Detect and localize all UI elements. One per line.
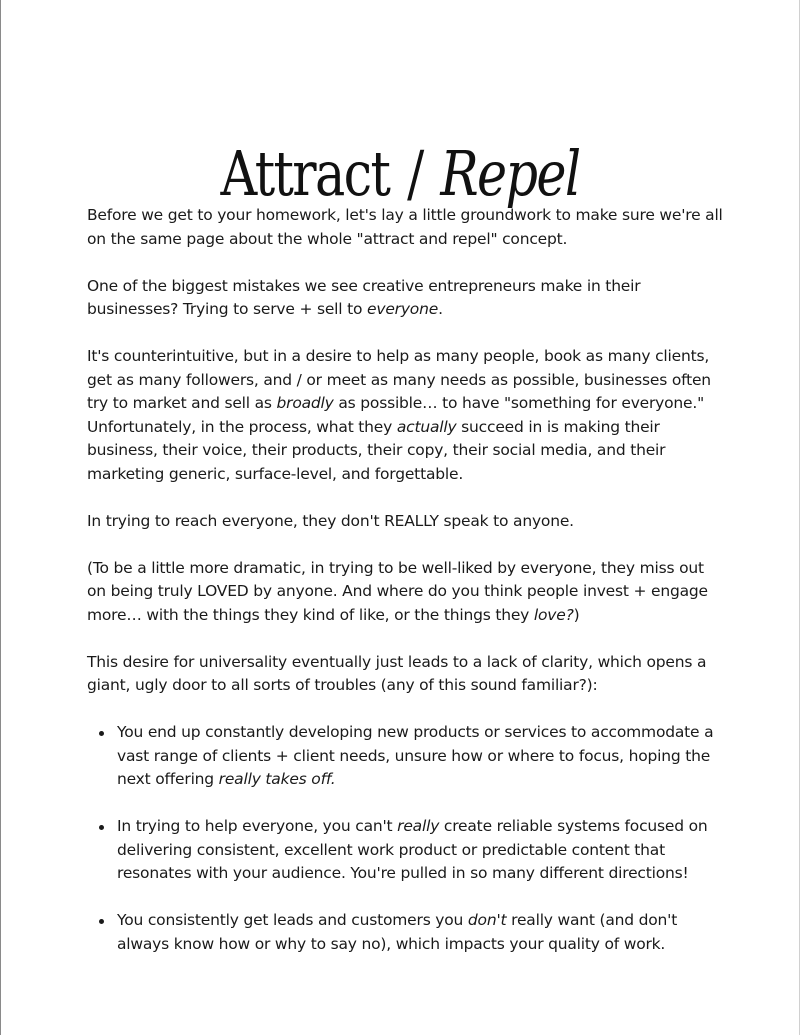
bullet-dot (99, 731, 104, 736)
page-title (72, 134, 728, 214)
list-item (87, 909, 727, 956)
text-run: You consistently get leads and customers you (117, 911, 468, 929)
list-item (87, 815, 727, 886)
text-run: (To be a little more dramatic, in trying to be well-liked by everyone, they miss out on being truly LOVED by anyone. And where do you think people invest + engage more… with the things they kind of like, or the things they (87, 558, 708, 624)
body-text (87, 204, 727, 980)
title-main: Attract (220, 136, 390, 210)
text-run: In trying to help everyone, you can't (117, 817, 398, 835)
text-run: succeed in is making their business, their voice, their products, their copy, their social media, and their marketing generic, surface-level, and forgettable. (87, 417, 666, 483)
emphasis-text: don't (467, 911, 507, 929)
paragraph-biggest-mistake (87, 275, 727, 322)
text-run: as possible… to have "something for everyone." Unfortunately, in the process, what they (87, 394, 705, 436)
emphasis-text: actually (396, 417, 457, 436)
text-run: You end up constantly developing new products or services to accommodate a vast range of clients + client needs, unsure how or where to focus, hoping the next offering (117, 723, 714, 788)
title-italic: Repel (440, 136, 580, 210)
text-run: One of the biggest mistakes we see creative entrepreneurs make in their businesses? Trying to serve + sell to (87, 276, 641, 318)
paragraph-counterintuitive (87, 345, 727, 486)
paragraph-dramatic (87, 557, 727, 628)
paragraph-intro: Before we get to your homework, let's lay a little groundwork to make sure we're all on the same page about the whole "attract and repel" concept. (87, 206, 723, 248)
emphasis-text: really takes off. (218, 770, 336, 788)
bullet-dot (99, 825, 104, 830)
text-run: . (438, 300, 443, 318)
bullet-dot (99, 919, 104, 924)
text-run: really want (and don't always know how or why to say no), which impacts your quality of work. (117, 911, 678, 953)
text-run: ) (573, 605, 580, 624)
text-run: It's counterintuitive, but in a desire to help as many people, book as many clients, get as many followers, and / or meet as many needs as possible, businesses often try to market and sell as (87, 347, 711, 412)
text-run: create reliable systems focused on delivering consistent, excellent work product or predictable content that resonates with your audience. You're pulled in so many different directions! (117, 817, 708, 882)
page-edge (0, 0, 1, 1035)
paragraph-reach-everyone: In trying to reach everyone, they don't REALLY speak to anyone. (87, 511, 574, 530)
emphasis-text: broadly (276, 394, 334, 412)
paragraph-universality: This desire for universality eventually just leads to a lack of clarity, which opens a giant, ugly door to all sorts of troubles (any of this sound familiar?): (87, 652, 707, 694)
emphasis-text: everyone (367, 300, 439, 318)
title-slash: / (407, 136, 423, 210)
troubles-list (87, 721, 727, 956)
emphasis-text: really (397, 817, 440, 835)
list-item (87, 721, 727, 792)
emphasis-text: love? (533, 605, 574, 624)
